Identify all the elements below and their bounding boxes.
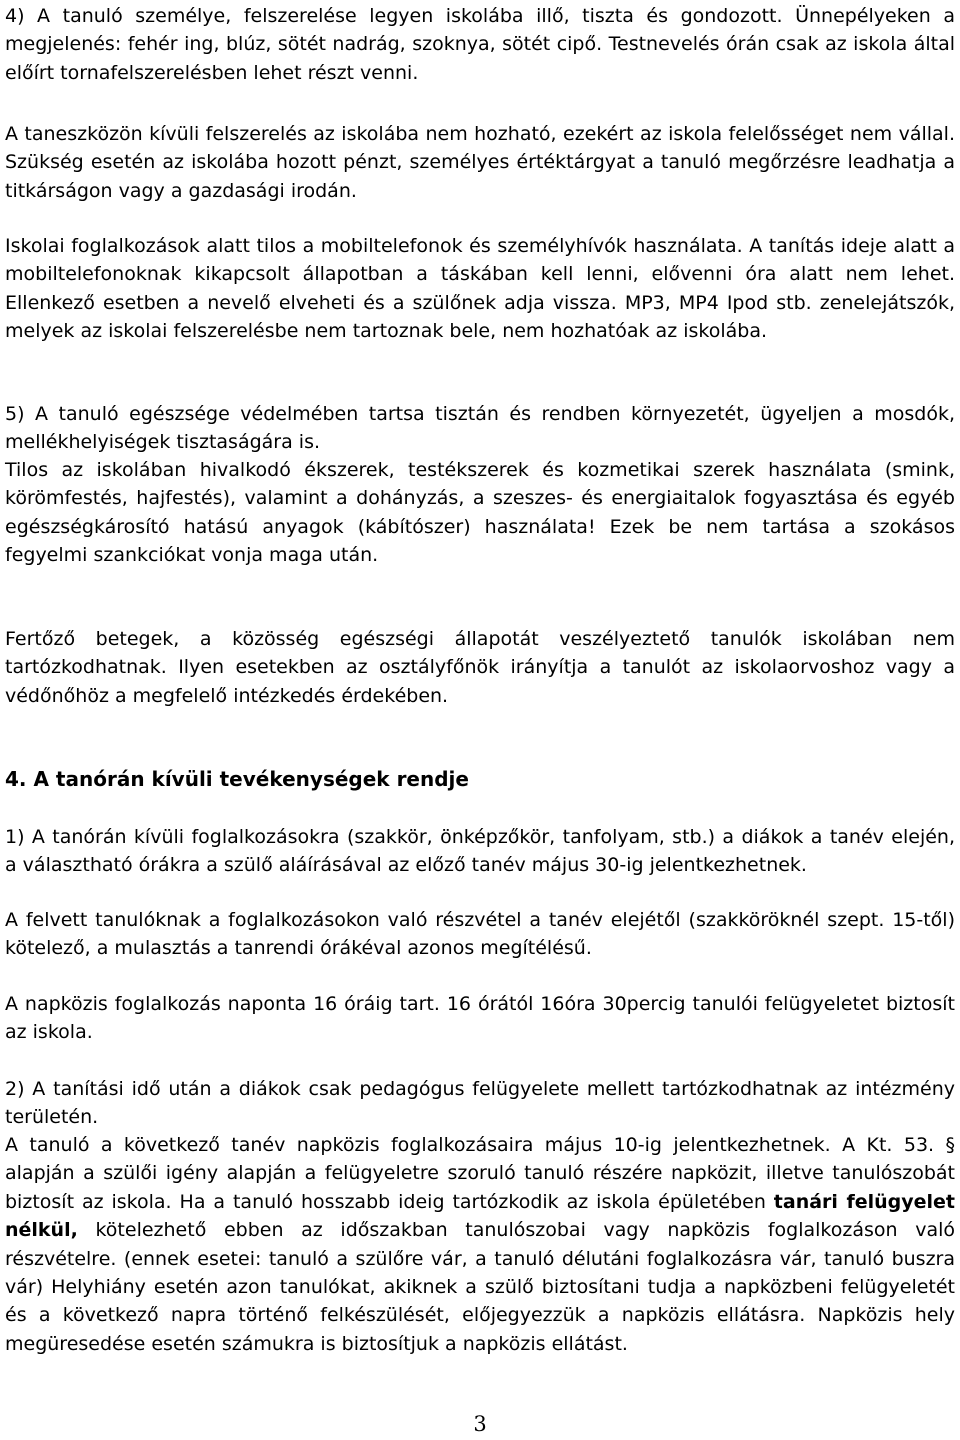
enrollment-text-start: A tanuló a következő tanév napközis foglalkozásaira május 10-ig jelentkezhetnek. A Kt. 53. § alapján a szülői igény alapján a felügyeletre szoruló tanuló részére napközit, illetve tanulószobát biztosít az iskola. Ha a tanuló hosszabb ideig tartózkodik az iskola épületében: [5, 1134, 955, 1213]
paragraph-health: 5) A tanuló egészsége védelmében tartsa tisztán és rendben környezetét, ügyeljen a mosdók, mellékhelyiségek tisztaságára is.: [5, 403, 955, 454]
page-number: 3: [473, 1412, 487, 1436]
enrollment-bold-phrase: tanári felügyelet nélkül,: [5, 1190, 955, 1242]
enrollment-text-end: kötelezhető ebben az időszakban tanulószobai vagy napközis foglalkozáson való részvételre. (ennek esetei: tanuló a szülőre vár, a tanuló délutáni foglalkozásra vár, tanuló buszra vár) Helyhiány esetén azon tanulókat, akiknek a szülő biztosítani tudja a napközbeni felügyeletét és a következő napra történő felkészülését, előjegyezzük a napközis ellátásra. Napközis hely megüresedése esetén számukra is biztosítjuk a napközis ellátást.: [5, 1219, 955, 1355]
paragraph-prohibitions: Tilos az iskolában hivalkodó ékszerek, testékszerek és kozmetikai szerek használata (smink, körömfestés, hajfestés), valamint a dohányzás, a szeszes- és energiaitalok fogyasztása és egyéb egészségkárosító hatású anyagok (kábítószer) használata! Ezek be nem tartása a szokásos fegyelmi szankciókat vonja maga után.: [5, 459, 955, 567]
paragraph-after-school: 2) A tanítási idő után a diákok csak pedagógus felügyelete mellett tartózkodhatnak az intézmény területén.: [5, 1078, 955, 1129]
section-heading: 4. A tanórán kívüli tevékenységek rendje: [5, 767, 469, 791]
paragraph-attendance: A felvett tanulóknak a foglalkozásokon való részvétel a tanév elejétől (szakköröknél szept. 15-től) kötelező, a mulasztás a tanrendi órákéval azonos megítélésű.: [5, 909, 955, 960]
paragraph-infectious: Fertőző betegek, a közösség egészségi állapotát veszélyeztető tanulók iskolában nem tartózkodhatnak. Ilyen esetekben az osztályfőnök irányítja a tanulót az iskolaorvoshoz vagy a védőnőhöz a megfelelő intézkedés érdekében.: [5, 628, 955, 707]
paragraph-mobile-phones: Iskolai foglalkozások alatt tilos a mobiltelefonok és személyhívók használata. A tanítás ideje alatt a mobiltelefonoknak kikapcsolt állapotban a táskában kell lenni, elővenni óra alatt nem lehet. Ellenkező esetben a nevelő elveheti és a szülőnek adja vissza. MP3, MP4 Ipod stb. zenelejátszók, melyek az iskolai felszerelésbe nem tartoznak bele, nem hozhatóak az iskolába.: [5, 235, 955, 343]
paragraph-extracurricular: 1) A tanórán kívüli foglalkozásokra (szakkör, önképzőkör, tanfolyam, stb.) a diákok a tanév elején, a választható órákra a szülő aláírásával az előző tanév május 30-ig jelentkezhetnek.: [5, 826, 955, 877]
paragraph-enrollment: [5, 1131, 955, 1358]
paragraph-equipment: A taneszközön kívüli felszerelés az iskolába nem hozható, ezekért az iskola felelősséget nem vállal. Szükség esetén az iskolába hozott pénzt, személyes értéktárgyat a tanuló megőrzésre leadhatja a titkárságon vagy a gazdasági irodán.: [5, 123, 955, 202]
paragraph-afternoon-care: A napközis foglalkozás naponta 16 óráig tart. 16 órától 16óra 30percig tanulói felügyeletet biztosít az iskola.: [5, 993, 955, 1044]
paragraph-appearance: 4) A tanuló személye, felszerelése legyen iskolába illő, tiszta és gondozott. Ünnepélyeken a megjelenés: fehér ing, blúz, sötét nadrág, szoknya, sötét cipő. Testnevelés órán csak az iskola által előírt tornafelszerelésben lehet részt venni.: [5, 5, 955, 84]
